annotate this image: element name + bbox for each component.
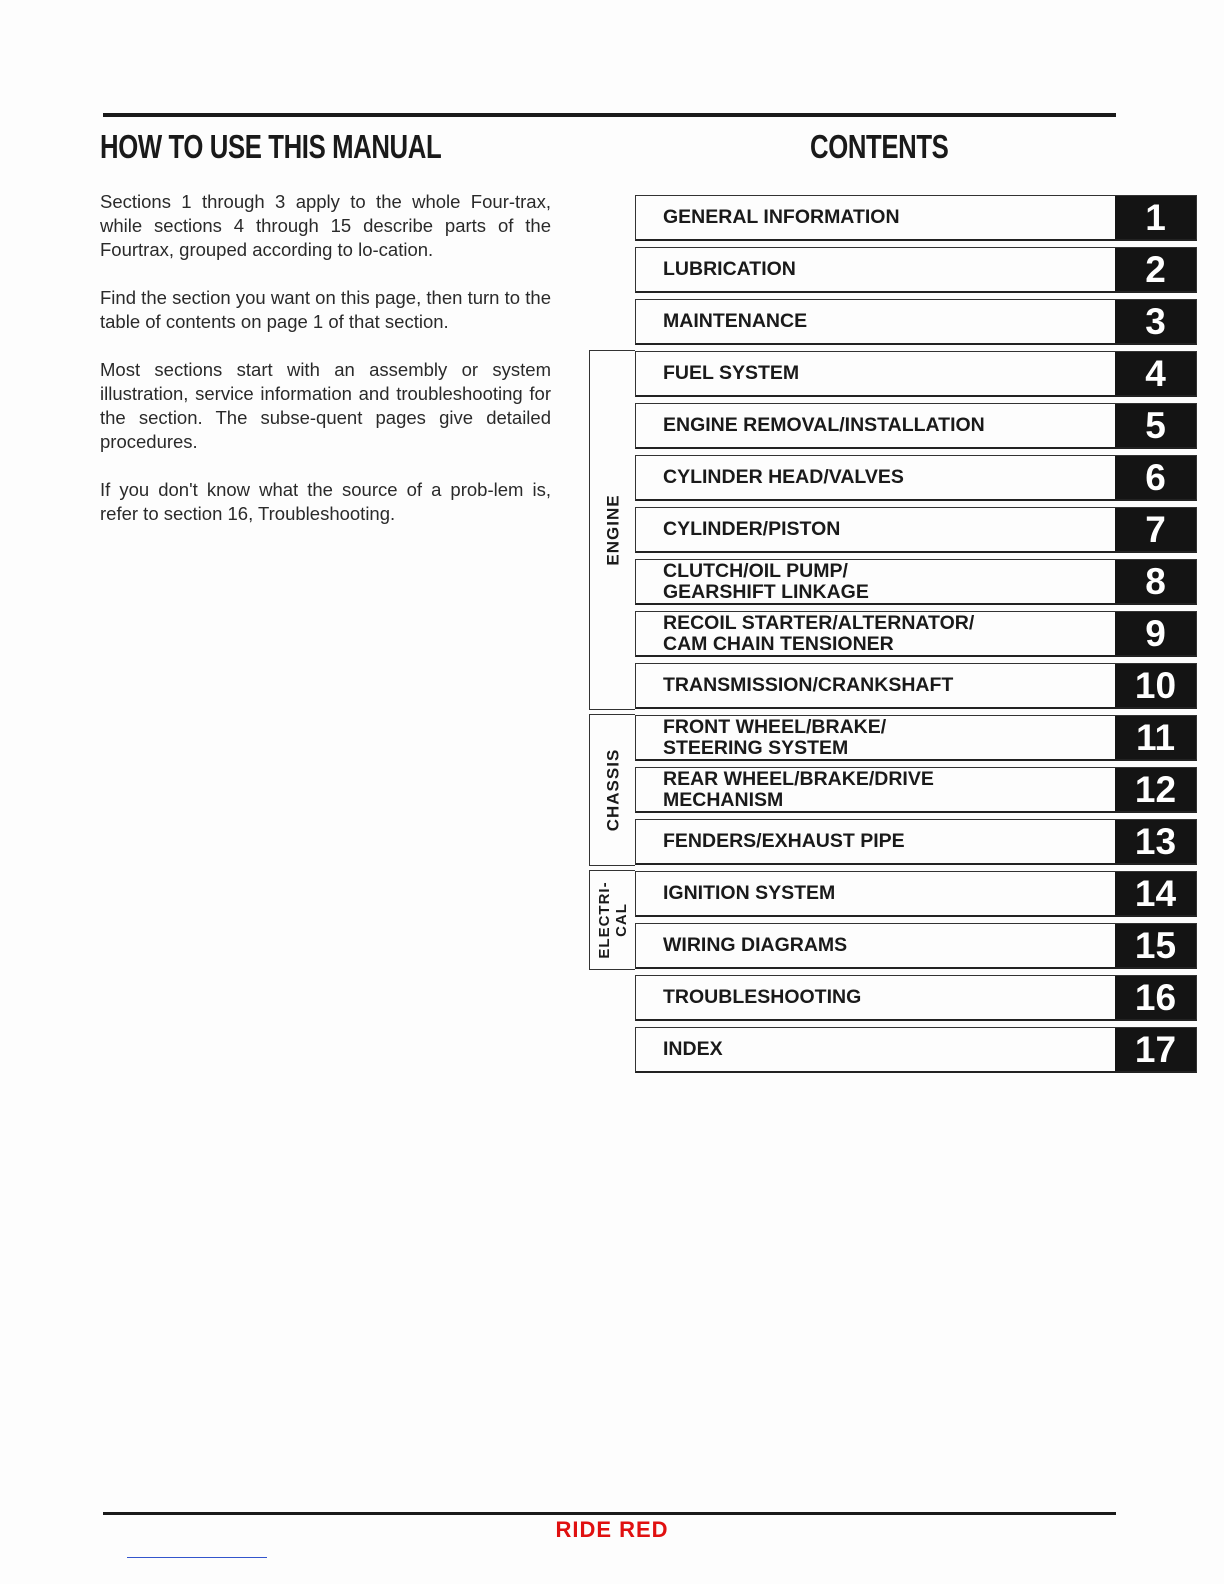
toc-item-index[interactable]: [635, 1027, 1197, 1073]
section-number-tab[interactable]: 15: [1115, 924, 1196, 967]
toc-item-label: CYLINDER/PISTON: [663, 518, 841, 540]
toc-item-label: ENGINE REMOVAL/INSTALLATION: [663, 414, 985, 436]
section-number-tab[interactable]: 12: [1115, 768, 1196, 811]
toc-item-label: RECOIL STARTER/ALTERNATOR/ CAM CHAIN TENSIONER: [663, 611, 975, 655]
toc-item-ignition-system[interactable]: [635, 871, 1197, 917]
toc-item-clutch-oil-pump[interactable]: [635, 559, 1197, 605]
intro-text: [100, 190, 551, 550]
toc-item-label: CYLINDER HEAD/VALVES: [663, 466, 904, 488]
toc-item-engine-removal[interactable]: [635, 403, 1197, 449]
toc-item-cylinder-piston[interactable]: [635, 507, 1197, 553]
how-to-use-heading: HOW TO USE THIS MANUAL: [100, 128, 442, 165]
group-engine: [589, 350, 635, 710]
section-number-tab[interactable]: 10: [1115, 664, 1196, 707]
toc-item-label: LUBRICATION: [663, 258, 796, 280]
section-number-tab[interactable]: 1: [1115, 196, 1196, 239]
top-rule: [103, 113, 1116, 117]
contents-heading: CONTENTS: [810, 128, 949, 165]
section-number-tab[interactable]: 3: [1115, 300, 1196, 343]
intro-paragraph: Find the section you want on this page, then turn to the table of contents on page 1 of that section.: [100, 287, 551, 332]
intro-paragraph: If you don't know what the source of a prob-lem is, refer to section 16, Troubleshooting.: [100, 479, 551, 524]
toc-item-general-information[interactable]: [635, 195, 1197, 241]
group-label-engine: ENGINE: [603, 494, 622, 566]
section-number-tab[interactable]: 16: [1115, 976, 1196, 1019]
toc-item-label: TROUBLESHOOTING: [663, 986, 862, 1008]
section-number-tab[interactable]: 4: [1115, 352, 1196, 395]
footer-link-underline: [127, 1557, 267, 1558]
toc-item-fuel-system[interactable]: [635, 351, 1197, 397]
toc-item-front-wheel[interactable]: [635, 715, 1197, 761]
footer-brand-logo: RIDE RED: [555, 1517, 669, 1542]
toc-item-wiring-diagrams[interactable]: [635, 923, 1197, 969]
toc-item-fenders-exhaust[interactable]: [635, 819, 1197, 865]
section-number-tab[interactable]: 17: [1115, 1028, 1196, 1071]
toc-item-label: FUEL SYSTEM: [663, 362, 800, 384]
section-number-tab[interactable]: 13: [1115, 820, 1196, 863]
toc-item-label: FRONT WHEEL/BRAKE/ STEERING SYSTEM: [663, 715, 887, 759]
toc-item-label: WIRING DIAGRAMS: [663, 934, 848, 956]
toc-item-recoil-starter[interactable]: [635, 611, 1197, 657]
toc-item-label: CLUTCH/OIL PUMP/ GEARSHIFT LINKAGE: [663, 559, 869, 603]
toc-item-label: MAINTENANCE: [663, 310, 808, 332]
group-chassis: [589, 714, 635, 866]
toc-item-rear-wheel[interactable]: [635, 767, 1197, 813]
toc-item-cylinder-head[interactable]: [635, 455, 1197, 501]
toc-item-label: TRANSMISSION/CRANKSHAFT: [663, 674, 954, 696]
toc-item-label: INDEX: [663, 1038, 723, 1060]
toc-item-transmission[interactable]: [635, 663, 1197, 709]
intro-paragraph: Most sections start with an assembly or system illustration, service information and troubleshooting for the section. The subse-quent pages give detailed procedures.: [100, 359, 551, 452]
toc-item-label: IGNITION SYSTEM: [663, 882, 836, 904]
toc-item-maintenance[interactable]: [635, 299, 1197, 345]
section-number-tab[interactable]: 8: [1115, 560, 1196, 603]
section-number-tab[interactable]: 11: [1115, 716, 1196, 759]
group-electrical: [589, 870, 635, 970]
toc-item-lubrication[interactable]: [635, 247, 1197, 293]
toc-item-label: GENERAL INFORMATION: [663, 206, 900, 228]
bottom-rule: [103, 1512, 1116, 1515]
section-number-tab[interactable]: 2: [1115, 248, 1196, 291]
toc-item-label: FENDERS/EXHAUST PIPE: [663, 830, 905, 852]
section-number-tab[interactable]: 6: [1115, 456, 1196, 499]
section-number-tab[interactable]: 14: [1115, 872, 1196, 915]
toc-item-label: REAR WHEEL/BRAKE/DRIVE MECHANISM: [663, 767, 934, 811]
section-number-tab[interactable]: 9: [1115, 612, 1196, 655]
section-number-tab[interactable]: 5: [1115, 404, 1196, 447]
group-label-electrical: ELECTRI- CAL: [595, 881, 630, 959]
group-label-chassis: CHASSIS: [603, 748, 622, 832]
section-number-tab[interactable]: 7: [1115, 508, 1196, 551]
toc-item-troubleshooting[interactable]: [635, 975, 1197, 1021]
intro-paragraph: Sections 1 through 3 apply to the whole Four-trax, while sections 4 through 15 describe parts of the Fourtrax, grouped according to lo-cation.: [100, 191, 551, 260]
